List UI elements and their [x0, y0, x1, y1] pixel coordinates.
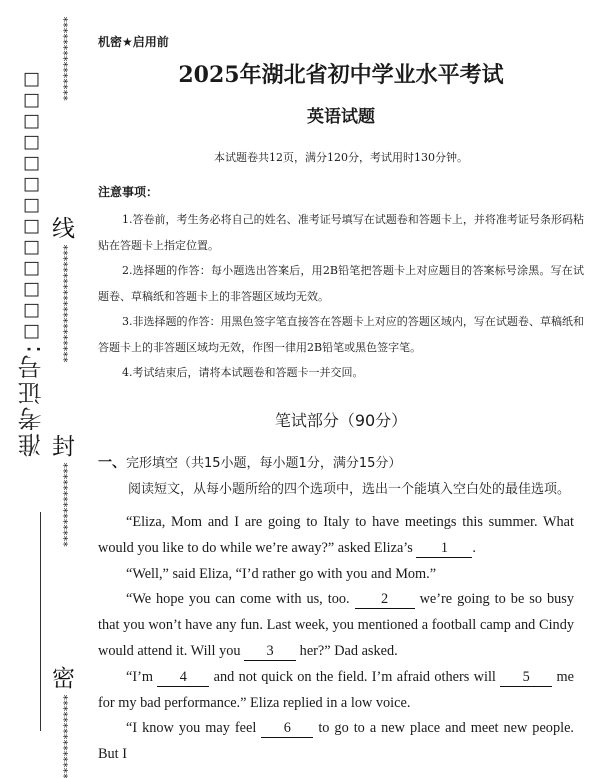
- seal-char-secret: 密: [52, 666, 75, 692]
- notice-item: 1.答卷前，考生务必将自己的姓名、准考证号填写在试题卷和答题卡上，并将准考证号条形码粘贴在答题卡上指定位置。: [98, 213, 584, 252]
- passage-text: “Eliza, Mom and I are going to Italy to have meetings this summer. What would you like to do while we’re away?” asked Eliza’s: [98, 514, 574, 556]
- part-name: 完形填空: [126, 456, 179, 471]
- exam-title: 2025年湖北省初中学业水平考试: [178, 62, 504, 88]
- passage-paragraph: [98, 716, 574, 768]
- notice-item: 2.选择题的作答：每小题选出答案后，用2B铅笔把答题卡上对应题目的答案标号涂黑。写在试题卷、草稿纸和答题卡上的非答题区域均无效。: [98, 264, 584, 303]
- passage-text: “I’m: [126, 668, 153, 685]
- seal-stars-low: ***************: [57, 462, 70, 547]
- seal-stars-mid: *********************: [57, 244, 70, 363]
- notice-item: 4.考试结束后，请将本试题卷和答题卡一并交回。: [122, 366, 364, 379]
- blank-1[interactable]: 1: [416, 539, 472, 558]
- candidate-id-boxes[interactable]: □□□□□□□□□□□□□: [21, 70, 42, 343]
- blank-5[interactable]: 5: [500, 668, 552, 687]
- candidate-id-field[interactable]: [14, 70, 49, 457]
- notice-heading: 注意事项：: [98, 185, 159, 199]
- part-scoring: （共15小题，每小题1分，满分15分）: [178, 456, 402, 471]
- seal-char-seal: 封: [52, 434, 75, 460]
- seal-stars-top: ***************: [57, 16, 70, 101]
- part-instruction: 阅读短文，从每小题所给的四个选项中，选出一个能填入空白处的最佳选项。: [128, 482, 571, 497]
- passage-text: “We hope you can come with us, too.: [126, 591, 350, 608]
- passage-paragraph: [98, 587, 574, 664]
- part-heading: [98, 452, 401, 472]
- candidate-name-line: [40, 512, 41, 731]
- notice-item: 3.非选择题的作答：用黑色签字笔直接答在答题卡上对应的答题区域内，写在试题卷、草稿纸和答题卡上的非答题区域均无效，作图一律用2B铅笔或黑色签字笔。: [98, 315, 584, 354]
- cloze-passage: [98, 510, 574, 768]
- blank-4[interactable]: 4: [157, 668, 209, 687]
- binding-margin: [0, 0, 92, 778]
- blank-2[interactable]: 2: [355, 590, 415, 609]
- passage-text: we’re going to be so busy that you won’t have any fun. Last week, you mentioned a football camp and Cindy would attend it. Will you: [98, 591, 575, 659]
- passage-paragraph: [98, 665, 574, 717]
- seal-char-line: 线: [52, 216, 75, 242]
- notice-list: [98, 207, 584, 386]
- confidential-label: 机密★启用前: [98, 35, 169, 49]
- blank-6[interactable]: 6: [261, 719, 313, 738]
- passage-text: her?” Dad asked.: [299, 642, 398, 659]
- part-number: 一、: [98, 455, 126, 471]
- seal-stars-bot: ***************: [57, 694, 70, 778]
- passage-text: .: [472, 539, 476, 556]
- passage-text: to go to a new place and meet new people. But I: [98, 720, 574, 763]
- passage-text: “I know you may feel: [126, 720, 257, 737]
- exam-info: 本试题卷共12页，满分120分，考试用时130分钟。: [214, 151, 468, 164]
- passage-text: and not quick on the field. I’m afraid others will: [213, 668, 496, 685]
- passage-paragraph: “Well,” said Eliza, “I’d rather go with you and Mom.”: [126, 565, 437, 582]
- passage-text: me for my bad performance.” Eliza replied in a low voice.: [98, 668, 575, 711]
- section-title: 笔试部分（90分）: [274, 411, 408, 430]
- candidate-id-label: 准考证号:: [18, 343, 46, 458]
- exam-subtitle: 英语试题: [307, 107, 375, 127]
- blank-3[interactable]: 3: [244, 642, 296, 661]
- passage-paragraph: [98, 510, 574, 562]
